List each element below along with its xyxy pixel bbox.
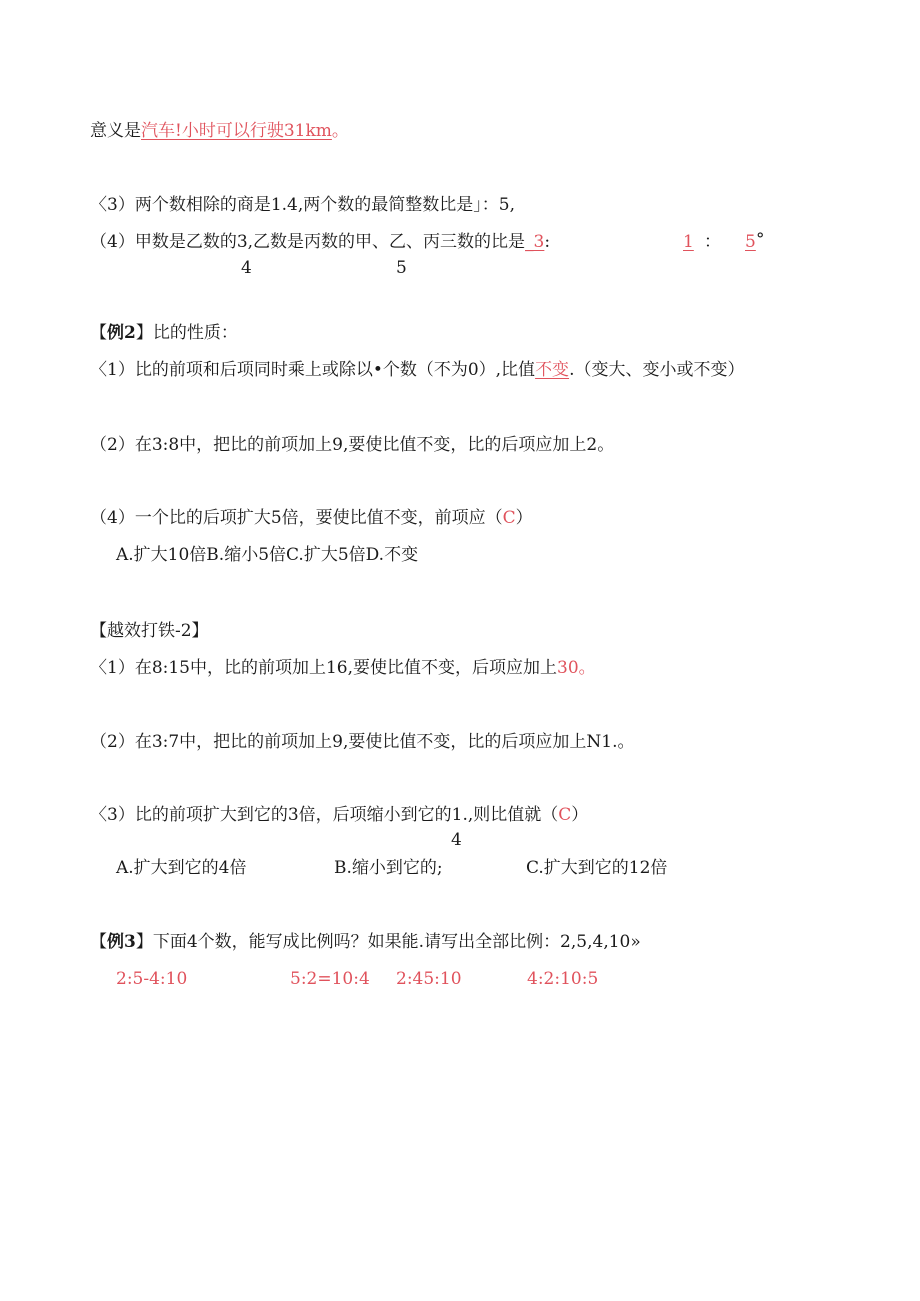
example-3-title: 下面4个数，能写成比例吗？如果能.请写出全部比例：2,5,4,10» (152, 932, 641, 952)
drill-question-3-close: ） (571, 805, 589, 825)
meaning-suffix: 。 (331, 121, 349, 141)
example-2-question-4-close: ） (515, 508, 533, 528)
example-2-question-2: （2）在3:8中，把比的前项加上9,要使比值不变，比的后项应加上2。 (90, 435, 615, 455)
example-3-answer-4: 4:2:10:5 (527, 969, 599, 989)
question-3: 〈3）两个数相除的商是1.4,两个数的最简整数比是」：5, (90, 195, 515, 215)
question-4-text: （4）甲数是乙数的3,乙数是丙数的甲、乙、丙三数的比是 (90, 232, 526, 252)
example-3-answer-2: 5:2=10:4 (290, 969, 370, 989)
question-4-colon: : (544, 232, 551, 252)
example-2-heading (90, 322, 238, 344)
drill-question-1-answer: 30。 (557, 658, 596, 678)
drill-question-1 (90, 657, 596, 679)
question-4-answer-3: 5 (745, 232, 756, 252)
example-2-title: 比的性质： (152, 323, 238, 343)
example-2-question-4-text: （4）一个比的后项扩大5倍，要使比值不变，前项应（ (90, 508, 503, 528)
example-3-answer-1: 2:5-4:10 (116, 969, 188, 989)
meaning-answer: 汽车!小时可以行驶31km (141, 121, 332, 141)
drill-question-1-text: 〈1）在8:15中，比的前项加上16,要使比值不变，后项应加上 (90, 658, 558, 678)
question-4-denominator-1: 4 (241, 258, 252, 278)
drill-question-3-text: 〈3）比的前项扩大到它的3倍，后项缩小到它的1.,则比值就（ (90, 805, 559, 825)
question-4-answer-2: 1 (683, 232, 694, 252)
question-4-answer-1: _3 (525, 232, 545, 252)
drill-question-3-answer: C (558, 805, 572, 825)
heading-bracket-close: 】 (135, 323, 153, 343)
example-3-heading (90, 931, 641, 953)
drill-option-a: A.扩大到它的4倍 (116, 858, 247, 878)
example-2-question-1 (90, 359, 744, 381)
drill-heading: 【越效打铁-2】 (90, 621, 209, 641)
question-4-denominator-2: 5 (396, 258, 407, 278)
drill-question-2: （2）在3:7中，把比的前项加上9,要使比值不变，比的后项应加上N1.。 (90, 732, 635, 752)
question-4-end: ° (756, 230, 765, 250)
example-2-question-4-answer: C (502, 508, 516, 528)
question-4 (90, 231, 550, 253)
example-2-question-1-options: .（变大、变小或不变） (569, 360, 745, 380)
example-2-question-4-options: A.扩大10倍B.缩小5倍C.扩大5倍D.不变 (116, 545, 419, 565)
meaning-line (90, 120, 349, 142)
meaning-prefix: 意义是 (90, 121, 141, 141)
heading-bracket-open: 【 (90, 323, 107, 343)
drill-option-b: B.缩小到它的; (334, 858, 443, 878)
heading-bracket-close: 】 (135, 932, 153, 952)
example-3-label: 例3 (107, 932, 136, 952)
heading-bracket-open: 【 (90, 932, 107, 952)
question-4-colon-2: ： (704, 232, 721, 252)
drill-option-c: C.扩大到它的12倍 (526, 858, 668, 878)
drill-question-3 (90, 804, 588, 826)
example-2-question-1-text: 〈1）比的前项和后项同时乘上或除以•个数（不为0）,比值 (90, 360, 536, 380)
drill-question-3-denominator: 4 (451, 830, 462, 850)
example-2-question-1-answer: 不变 (535, 360, 570, 380)
example-2-question-4 (90, 507, 533, 529)
example-2-label: 例2 (107, 323, 136, 343)
example-3-answer-3: 2:45:10 (396, 969, 462, 989)
